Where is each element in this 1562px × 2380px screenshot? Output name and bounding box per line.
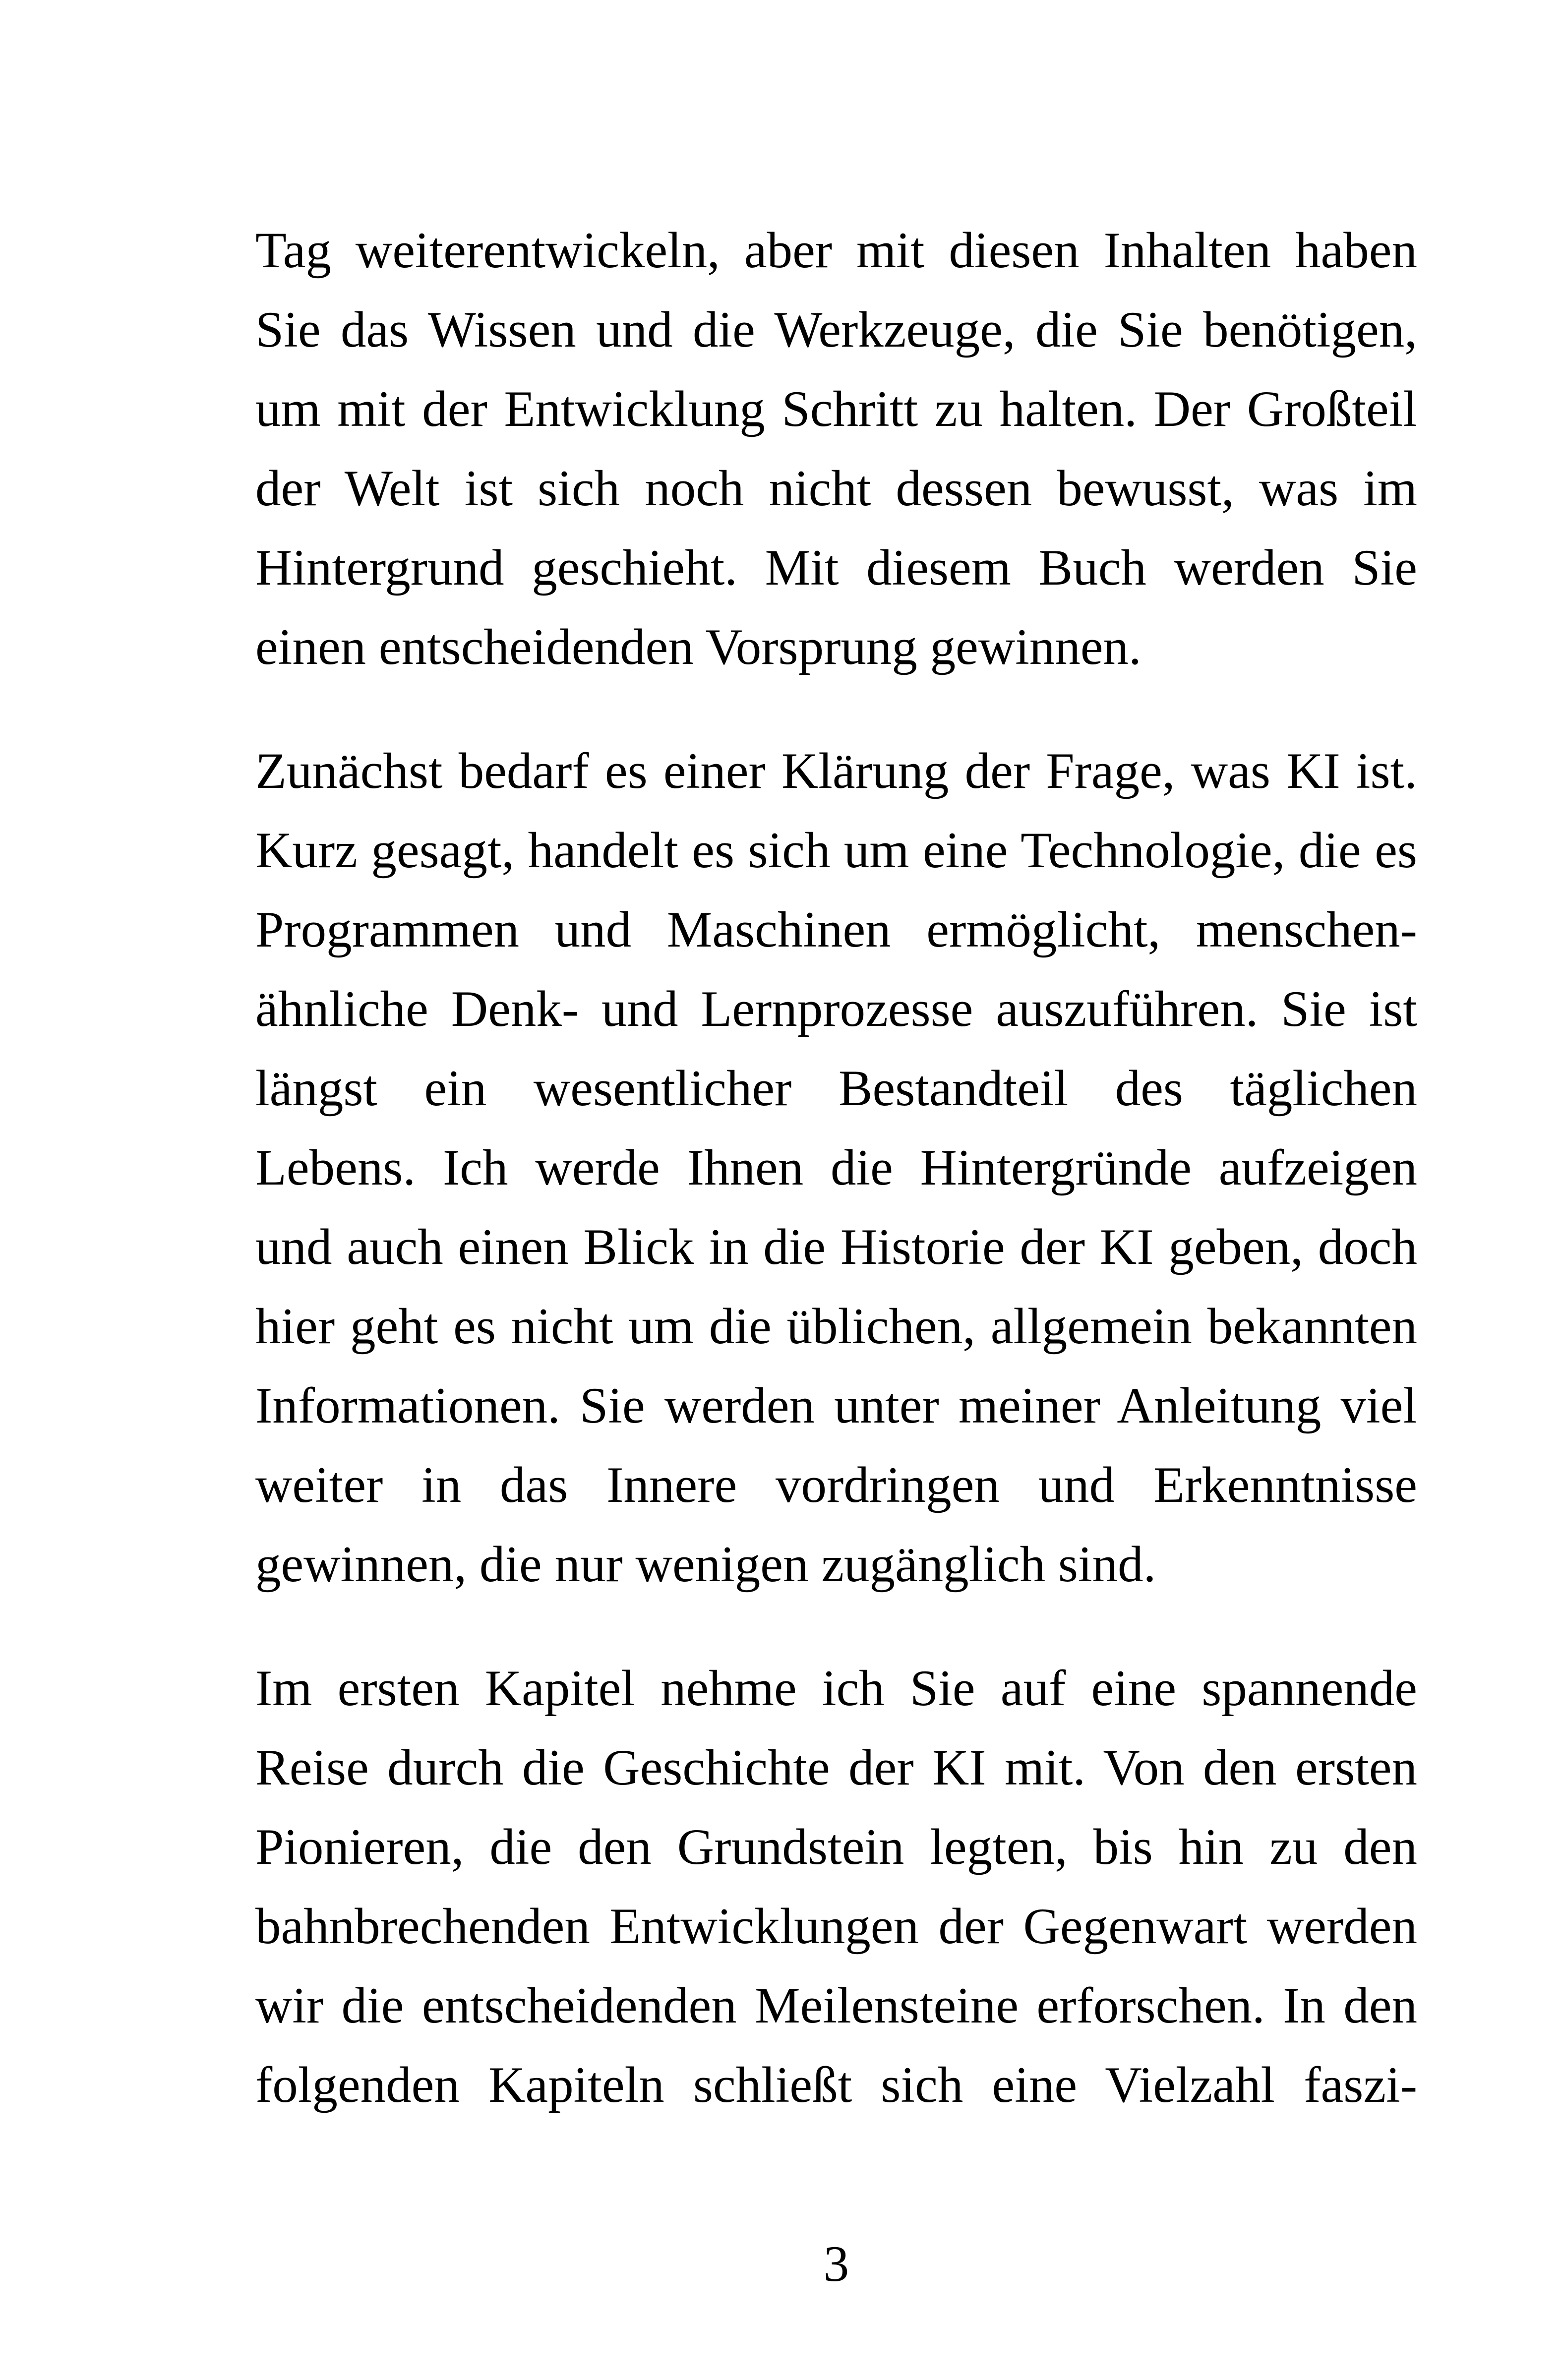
text-line: Pionieren, die den Grundstein legten, bis hin zu den xyxy=(255,1819,1417,1875)
text-line: bahnbrechenden Entwicklungen der Gegenwart werden xyxy=(255,1898,1417,1955)
text-line: gewinnen, die nur wenigen zugänglich sind. xyxy=(255,1536,1156,1593)
text-line: weiter in das Innere vordringen und Erkenntnisse xyxy=(255,1457,1417,1513)
page-number: 3 xyxy=(823,2236,849,2292)
paragraph-1 xyxy=(255,211,1417,687)
text-line: hier geht es nicht um die üblichen, allgemein bekannten xyxy=(255,1298,1417,1355)
text-line: Im ersten Kapitel nehme ich Sie auf eine spannende xyxy=(255,1660,1417,1717)
text-line: Sie das Wissen und die Werkzeuge, die Sie benötigen, xyxy=(255,301,1417,358)
text-line: einen entscheidenden Vorsprung gewinnen. xyxy=(255,619,1141,675)
text-line: und auch einen Blick in die Historie der KI geben, doch xyxy=(255,1219,1417,1275)
text-line: Reise durch die Geschichte der KI mit. Von den ersten xyxy=(255,1739,1417,1796)
text-line: wir die entscheidenden Meilensteine erforschen. In den xyxy=(255,1977,1417,2034)
text-line: Zunächst bedarf es einer Klärung der Frage, was KI ist. xyxy=(255,743,1417,799)
text-line: Programmen und Maschinen ermöglicht, menschen- xyxy=(255,901,1417,958)
text-line: um mit der Entwicklung Schritt zu halten. Der Großteil xyxy=(255,381,1417,437)
text-line: ähnliche Denk- und Lernprozesse auszuführen. Sie ist xyxy=(255,981,1417,1037)
text-line: Informationen. Sie werden unter meiner Anleitung viel xyxy=(255,1377,1417,1434)
text-block xyxy=(255,211,1417,2125)
text-line: Tag weiterentwickeln, aber mit diesen Inhalten haben xyxy=(255,222,1417,279)
text-line: Lebens. Ich werde Ihnen die Hintergründe aufzeigen xyxy=(255,1139,1417,1196)
text-line: folgenden Kapiteln schließt sich eine Vielzahl faszi- xyxy=(255,2057,1417,2113)
text-line: längst ein wesentlicher Bestandteil des täglichen xyxy=(255,1060,1417,1117)
text-line: Kurz gesagt, handelt es sich um eine Technologie, die es xyxy=(255,822,1417,879)
paragraph-3 xyxy=(255,1649,1417,2125)
text-line: der Welt ist sich noch nicht dessen bewusst, was im xyxy=(255,460,1417,517)
text-line: Hintergrund geschieht. Mit diesem Buch werden Sie xyxy=(255,539,1417,596)
paragraph-2 xyxy=(255,731,1417,1604)
